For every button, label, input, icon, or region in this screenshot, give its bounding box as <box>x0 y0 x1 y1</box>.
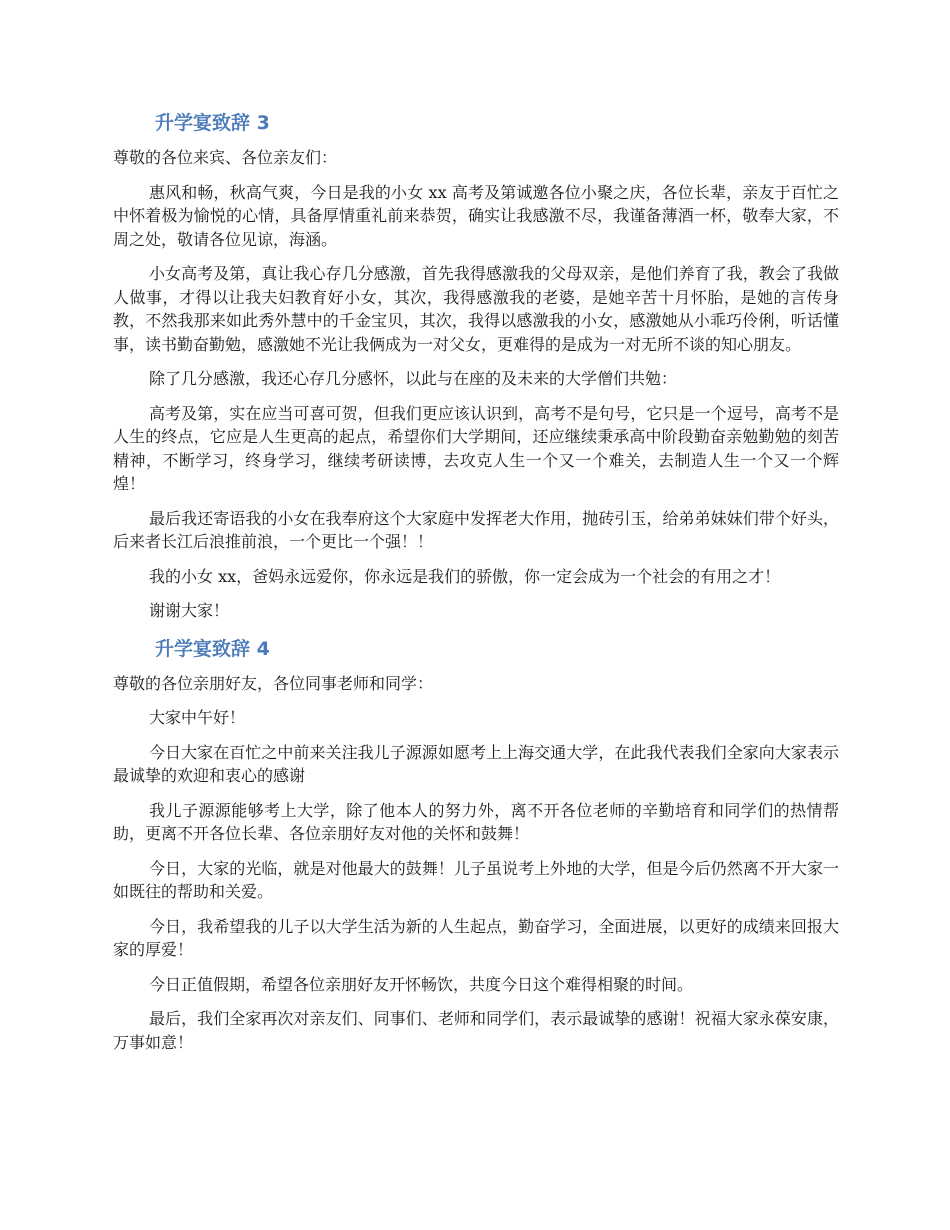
paragraph: 今日大家在百忙之中前来关注我儿子源源如愿考上上海交通大学，在此我代表我们全家向大家表示最诚挚的欢迎和衷心的感谢 <box>113 742 839 785</box>
paragraph: 我儿子源源能够考上大学，除了他本人的努力外，离不开各位老师的辛勤培育和同学们的热情帮助，更离不开各位长辈、各位亲朋好友对他的关怀和鼓舞！ <box>113 800 839 843</box>
closing: 谢谢大家！ <box>149 601 230 620</box>
salutation: 尊敬的各位亲朋好友，各位同事老师和同学： <box>113 673 434 693</box>
paragraph: 除了几分感激，我还心存几分感怀，以此与在座的及未来的大学僧们共勉： <box>149 369 678 388</box>
paragraph: 我的小女 xx，爸妈永远爱你，你永远是我们的骄傲，你一定会成为一个社会的有用之才！ <box>149 566 781 586</box>
paragraph: 最后我还寄语我的小女在我奉府这个大家庭中发挥老大作用，抛砖引玉，给弟弟妹妹们带个好头，后来者长江后浪推前浪，一个更比一个强！！ <box>113 508 839 551</box>
paragraph: 今日，我希望我的儿子以大学生活为新的人生起点，勤奋学习，全面进展，以更好的成绩来回报大家的厚爱！ <box>113 916 839 959</box>
salutation: 尊敬的各位来宾、各位亲友们： <box>113 148 338 167</box>
greeting: 大家中午好！ <box>149 708 246 727</box>
section-title-4: 升学宴致辞 4 <box>155 637 270 660</box>
paragraph: 小女高考及第，真让我心存几分感激，首先我得感激我的父母双亲，是他们养育了我，教会了我做人做事，才得以让我夫妇教育好小女，其次，我得感激我的老婆，是她辛苦十月怀胎，是她的言传身教，不然我那来如此秀外慧中的千金宝贝，其次，我得以感激我的小女，感激她从小乖巧伶俐，听话懂事，读书勤奋勤勉，感激她不光让我俩成为一对父女，更难得的是成为一对无所不谈的知心朋友。 <box>113 264 839 354</box>
paragraph: 今日正值假期，希望各位亲朋好友开怀畅饮，共度今日这个难得相聚的时间。 <box>149 974 694 994</box>
paragraph: 高考及第，实在应当可喜可贺，但我们更应该认识到，高考不是句号，它只是一个逗号，高考不是人生的终点，它应是人生更高的起点，希望你们大学期间，还应继续秉承高中阶段勤奋亲勉勤勉的刻苦精神，不断学习，终身学习，继续考研读博，去攻克人生一个又一个难关，去制造人生一个又一个辉煌！ <box>113 403 839 493</box>
document-page <box>113 108 839 1065</box>
paragraph: 惠风和畅，秋高气爽，今日是我的小女 xx 高考及第诚邀各位小聚之庆，各位长辈，亲友于百忙之中怀着极为愉悦的心情，具备厚情重礼前来恭贺，确实让我感激不尽，我谨备薄酒一杯，敬奉大家，不周之处，敬请各位见谅，海涵。 <box>113 182 839 249</box>
section-title-3: 升学宴致辞 3 <box>155 112 270 134</box>
paragraph: 最后，我们全家再次对亲友们、同事们、老师和同学们，表示最诚挚的感谢！祝福大家永葆安康，万事如意！ <box>113 1009 839 1052</box>
paragraph: 今日，大家的光临，就是对他最大的鼓舞！儿子虽说考上外地的大学，但是今后仍然离不开大家一如既往的帮助和关爱。 <box>113 858 839 901</box>
